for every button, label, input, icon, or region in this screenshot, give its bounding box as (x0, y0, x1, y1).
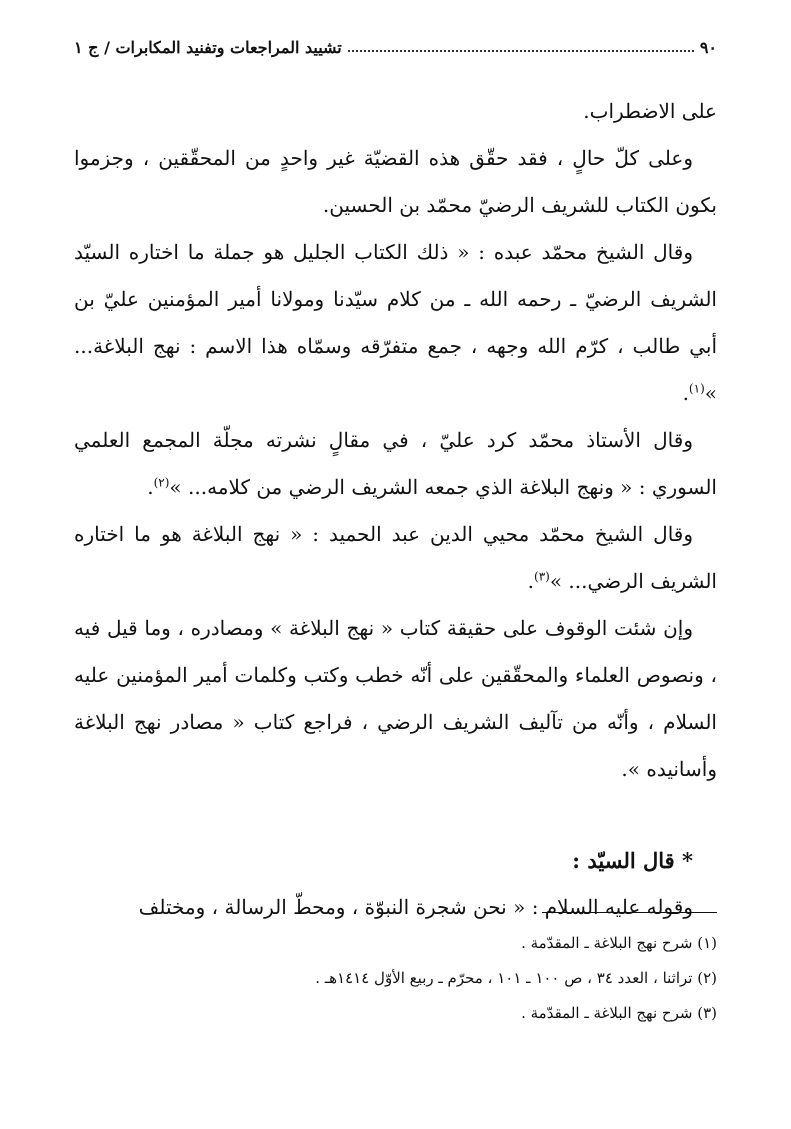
paragraph-with-note (74, 511, 717, 605)
main-text (74, 88, 717, 931)
paragraph-with-note (74, 229, 717, 417)
page-number: ٩٠ (699, 37, 717, 57)
running-title: تشييد المراجعات وتفنيد المكابرات / ج ١ (74, 37, 342, 57)
paragraph: وإن شئت الوقوف على حقيقة كتاب « نهج البلاغة » ومصادره ، وما قيل فيه ، ونصوص العلماء والمحقّقين على أنّه خطب وكتب وكلمات أمير المؤمنين عليه السلام ، وأنّه من تآليف الشريف الرضي ، فراجع كتاب « مصادر نهج البلاغة وأسانيده ». (74, 616, 717, 781)
paragraph: على الاضطراب. (583, 99, 717, 123)
book-page (74, 0, 717, 1129)
footnote-ref: (٢) (153, 475, 170, 490)
paragraph-tail: . (682, 381, 689, 405)
footnotes (74, 926, 717, 1031)
footnote-ref: (١) (688, 381, 705, 396)
running-header (74, 34, 717, 60)
section-heading: * قال السيّد : (572, 848, 693, 873)
footnote: (٣) شرح نهج البلاغة ـ المقدّمة . (521, 1004, 717, 1022)
paragraph-text: وقال الشيخ محمّد عبده : « ذلك الكتاب الجليل هو جملة ما اختاره السيّد الشريف الرضيّ ـ رحمه الله ـ من كلام سيّدنا ومولانا أمير المؤمنين عليّ بن أبي طالب ، كرّم الله وجهه ، جمع متفرّقه وسمّاه هذا الاسم : نهج البلاغة... » (74, 240, 717, 405)
paragraph-tail: . (527, 569, 534, 593)
paragraph-text: وقال الأستاذ محمّد كرد عليّ ، في مقالٍ نشرته مجلّة المجمع العلمي السوري : « ونهج البلاغة الذي جمعه الشريف الرضي من كلامه... » (74, 428, 717, 499)
paragraph-with-note (74, 417, 717, 511)
footnote: (١) شرح نهج البلاغة ـ المقدّمة . (521, 934, 717, 952)
footnote: (٢) تراثنا ، العدد ٣٤ ، ص ١٠٠ ـ ١٠١ ، محرّم ـ ربيع الأوّل ١٤١٤هـ . (315, 969, 717, 987)
footnote-divider (542, 912, 717, 913)
footnote-ref: (٣) (534, 569, 550, 584)
section-paragraph: وقوله عليه السلام : « نحن شجرة النبوّة ، ومحطّ الرسالة ، ومختلف (138, 895, 693, 919)
paragraph-tail: . (147, 475, 154, 499)
paragraph-text: وقال الشيخ محمّد محيي الدين عبد الحميد : « نهج البلاغة هو ما اختاره الشريف الرضي... » (74, 522, 717, 593)
paragraph: وعلى كلّ حالٍ ، فقد حقّق هذه القضيّة غير واحدٍ من المحقّقين ، وجزموا بكون الكتاب للشريف الرضيّ محمّد بن الحسين. (74, 146, 717, 217)
header-dot-leader (348, 37, 694, 57)
